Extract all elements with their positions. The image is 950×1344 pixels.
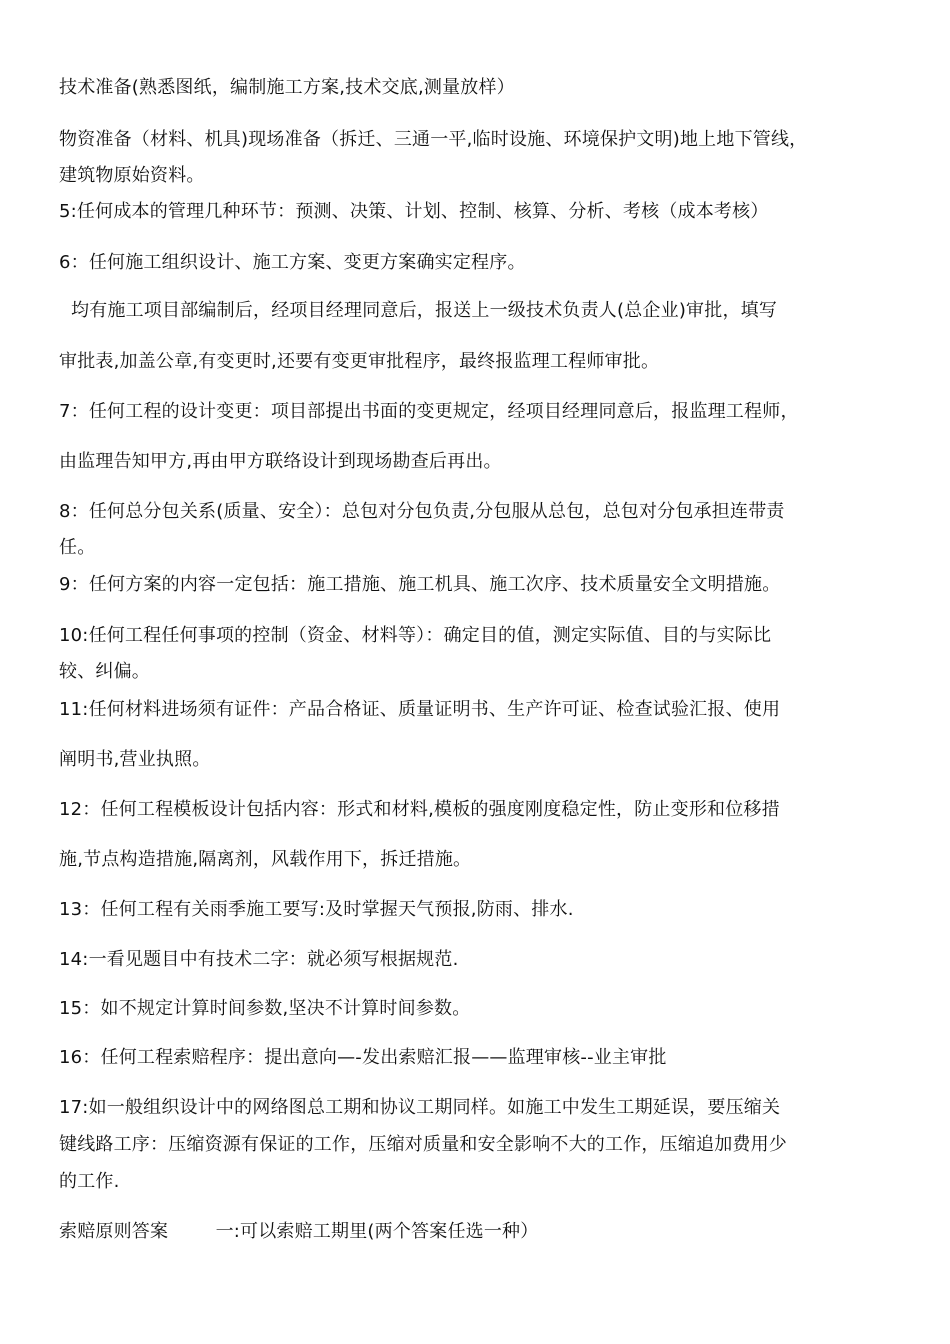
text-line-item-10: 10:任何工程任何事项的控制（资金、材料等）：确定目的值，测定实际值、目的与实际比 bbox=[59, 625, 772, 646]
text-line-item-17-cont: 键线路工序：压缩资源有保证的工作，压缩对质量和安全影响不大的工作，压缩追加费用少 bbox=[59, 1134, 787, 1155]
text-line-item-17-cont-2: 的工作. bbox=[59, 1171, 120, 1192]
text-line-item-12: 12：任何工程模板设计包括内容：形式和材料,模板的强度刚度稳定性，防止变形和位移措 bbox=[59, 799, 780, 820]
text-line-item-11: 11:任何材料进场须有证件：产品合格证、质量证明书、生产许可证、检查试验汇报、使用 bbox=[59, 699, 781, 720]
text-line-item-14: 14:一看见题目中有技术二字：就必须写根据规范. bbox=[59, 949, 459, 970]
text-line-item-12-cont: 施,节点构造措施,隔离剂，风载作用下，拆迁措施。 bbox=[59, 849, 472, 870]
text-line-item-11-cont: 阐明书,营业执照。 bbox=[59, 749, 211, 770]
text-line-item-15: 15：如不规定计算时间参数,坚决不计算时间参数。 bbox=[59, 998, 471, 1019]
text-line-item-10-cont: 较、纠偏。 bbox=[59, 661, 150, 682]
text-line-item-8: 8：任何总分包关系(质量、安全）：总包对分包负责,分包服从总包，总包对分包承担连带责 bbox=[59, 501, 785, 522]
text-line-tech-prep: 技术准备(熟悉图纸，编制施工方案,技术交底,测量放样） bbox=[59, 77, 515, 98]
text-line-claim-principle: 索赔原则答案 一:可以索赔工期里(两个答案任选一种） bbox=[59, 1221, 539, 1242]
text-line-item-8-cont: 任。 bbox=[59, 537, 96, 558]
text-line-material-prep-cont: 建筑物原始资料。 bbox=[59, 165, 205, 186]
text-line-item-5: 5:任何成本的管理几种环节：预测、决策、计划、控制、核算、分析、考核（成本考核） bbox=[59, 201, 769, 222]
text-line-item-6-detail: 均有施工项目部编制后，经项目经理同意后，报送上一级技术负责人(总企业)审批，填写 bbox=[71, 300, 778, 321]
text-line-item-7: 7：任何工程的设计变更：项目部提出书面的变更规定，经项目经理同意后，报监理工程师， bbox=[59, 401, 799, 422]
text-line-material-prep: 物资准备（材料、机具)现场准备（拆迁、三通一平,临时设施、环境保护文明)地上地下管线， bbox=[59, 129, 808, 150]
text-line-item-16: 16：任何工程索赔程序：提出意向—-发出索赔汇报——监理审核--业主审批 bbox=[59, 1047, 667, 1068]
text-line-item-6: 6：任何施工组织设计、施工方案、变更方案确实定程序。 bbox=[59, 252, 526, 273]
text-line-item-17: 17:如一般组织设计中的网络图总工期和协议工期同样。如施工中发生工期延误，要压缩关 bbox=[59, 1097, 781, 1118]
text-line-item-7-cont: 由监理告知甲方,再由甲方联络设计到现场勘查后再出。 bbox=[59, 451, 502, 472]
text-line-item-9: 9：任何方案的内容一定包括：施工措施、施工机具、施工次序、技术质量安全文明措施。 bbox=[59, 574, 781, 595]
text-line-item-6-detail-cont: 审批表,加盖公章,有变更时,还要有变更审批程序，最终报监理工程师审批。 bbox=[59, 351, 660, 372]
text-line-item-13: 13：任何工程有关雨季施工要写:及时掌握天气预报,防雨、排水. bbox=[59, 899, 574, 920]
